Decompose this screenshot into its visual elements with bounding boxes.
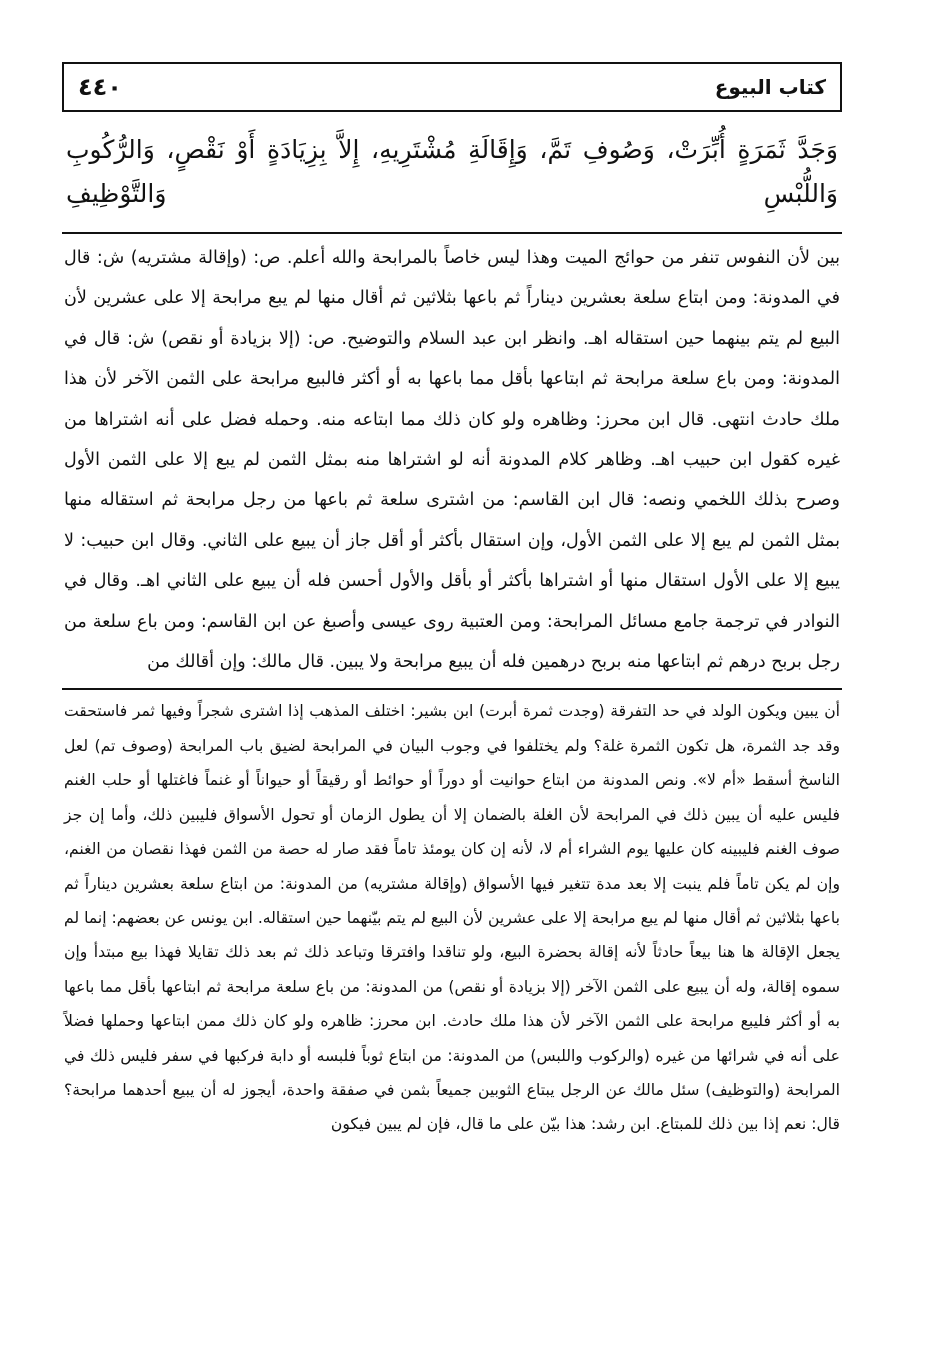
matn-text: وَجَدَّ ثَمَرَةٍ أُبِّرَتْ، وَصُوفِ تَمَّ، وَإِقَالَةِ مُشْتَرِيهِ، إِلاَّ بِزِيَادَةٍ أَوْ نَقْصٍ، وَالرُّكُوبِ وَاللُّبْسِ وَالتَّوْظِيفِ [66,135,838,208]
commentary-text: بين لأن النفوس تنفر من حوائج الميت وهذا ليس خاصاً بالمرابحة والله أعلم. ص: (وإقالة مشتريه) ش: قال في المدونة: ومن ابتاع سلعة بعشرين ديناراً ثم باعها بثلاثين ثم أقال منها لم يبع مرابحة إلا على عشرين لأن البيع لم يتم بينهما حين استقاله اهـ. وانظر ابن عبد السلام والتوضيح. ص: (إلا بزيادة أو نقص) ش: قال في المدونة: ومن باع سلعة مرابحة ثم ابتاعها بأقل مما باعها به أو أكثر فالبيع مرابحة على الثمن الآخر لأن هذا ملك حادث انتهى. قال ابن محرز: وظاهره ولو كان ذلك مما ابتاعه منه. وحمله فضل على أنه اشتراها من غيره كقول ابن حبيب اهـ. وظاهر كلام المدونة أنه لو اشتراها منه بمثل الثمن لم يبع إلا على الثمن الأول وصرح بذلك اللخمي ونصه: قال ابن القاسم: من اشترى سلعة ثم باعها من رجل مرابحة ثم استقاله منها بمثل الثمن لم يبع إلا على الثمن الأول، وإن استقال بأكثر أو أقل جاز أن يبيع على الثاني. وقال ابن حبيب: لا يبيع إلا على الأول استقال منها أو اشتراها بأكثر أو بأقل والأول أحسن فله أن يبيع على الثاني اهـ. وقال في النوادر في ترجمة جامع مسائل المرابحة: ومن العتبية روى عيسى وأصبغ عن ابن القاسم: ومن باع سلعة من رجل بربح درهم ثم ابتاعها منه بربح درهمين فله أن يبيع مرابحة ولا يبين. قال مالك: وإن أقالك من [64,248,840,673]
matn-divider [62,232,842,234]
book-page [62,62,842,1352]
book-title: كتاب البيوع [714,75,826,99]
page-header [62,62,842,112]
footnote-divider [62,688,842,690]
footnote-text: أن يبين ويكون الولد في حد التفرقة (وجدت ثمرة أبرت) ابن بشير: اختلف المذهب إذا اشترى شجراً وفيها ثمر فاستحقت وقد جد الثمرة، هل تكون الثمرة غلة؟ ولم يختلفوا في وجوب البيان في المرابحة لضيق باب المرابحة (وصوف تم) لعل الناسخ أسقط «أم لا». ونص المدونة من ابتاع حوانيت أو دوراً أو حوائط أو رقيقاً أو حيواناً أو غنماً فاغتلها أو حلب الغنم فليس عليه أن يبين ذلك في المرابحة لأن الغلة بالضمان إلا أن يطول الزمان أو تحول الأسواق فليبين ذلك، وأما إن جز صوف الغنم فليبينه كان عليها يوم الشراء أم لا، لأنه إن كان يومئذ تاماً فقد صار له حصة من الثمن فهذا نقصان من الغنم، وإن لم يكن تاماً فلم ينبت إلا بعد مدة تتغير فيها الأسواق (وإقالة مشتريه) من المدونة: من ابتاع سلعة بعشرين ديناراً ثم باعها بثلاثين ثم أقال منها لم يبع مرابحة إلا على عشرين لأن البيع لم يتم بيّنهما حين استقاله. ابن يونس عن بعضهم: إنما لم يجعل الإقالة ها هنا بيعاً حادثاً لأنه إقالة بحضرة البيع، ولو تناقدا وافترقا وتباعد ذلك ثم بعد ذلك تقايلا فهذا بيع مبتدأ وإن سموه إقالة، وله أن يبيع على الثمن الآخر (إلا بزيادة أو نقص) من المدونة: من باع سلعة مرابحة ثم ابتاعها بأقل مما باعها به أو أكثر فليبع مرابحة على الثمن الآخر لأن هذا ملك حادث. ابن محرز: ظاهره ولو كان ذلك ممن ابتاعها وحملها فضلاً على أنه في شرائها من غيره (والركوب واللبس) من المدونة: من ابتاع ثوباً فلبسه أو دابة فركبها في سفر فليس ذلك في المرابحة (والتوظيف) سئل مالك عن الرجل يبتاع الثوبين جميعاً بثمن في صفقة واحدة، أيجوز له أن يبيع أحدهما مرابحة؟ قال: نعم إذا بين ذلك للمبتاع. ابن رشد: هذا بيّن على ما قال، فإن لم يبين فيكون [64,702,840,1134]
page-number: ٤٤٠ [78,73,122,101]
